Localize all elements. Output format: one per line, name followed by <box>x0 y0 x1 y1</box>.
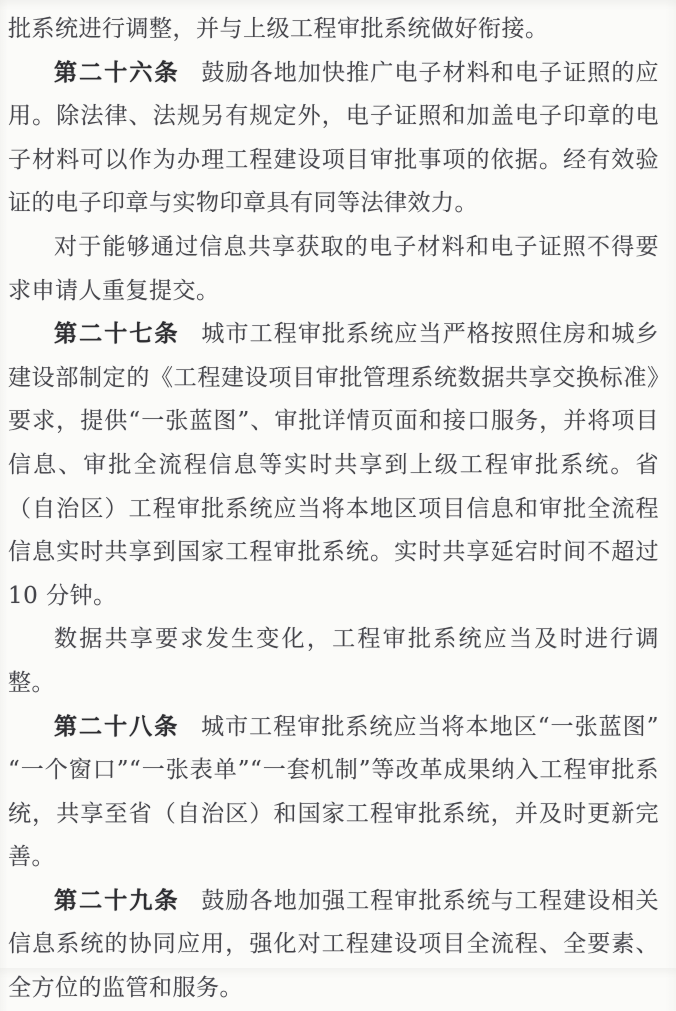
paragraph-article-29 <box>8 880 659 1011</box>
article-number: 第二十六条 <box>54 59 180 86</box>
paragraph-text: 鼓励各地加快推广电子材料和电子证照的应用。除法律、法规另有规定外，电子证照和加盖电子印章的电子材料可以作为办理工程建设项目审批事项的依据。经有效验证的电子印章与实物印章具有同等法律效力。 <box>8 59 660 217</box>
paragraph-article-28 <box>8 706 659 880</box>
paragraph-text: 对于能够通过信息共享获取的电子材料和电子证照不得要求申请人重复提交。 <box>8 233 659 304</box>
paragraph-text: 城市工程审批系统应当严格按照住房和城乡建设部制定的《工程建设项目审批管理系统数据共享交换标准》要求，提供“一张蓝图”、审批详情页面和接口服务，并将项目信息、审批全流程信息等实时共享到上级工程审批系统。省（自治区）工程审批系统应当将本地区项目信息和审批全流程信息实时共享到国家工程审批系统。实时共享延宕时间不超过 10 分钟。 <box>8 321 660 609</box>
article-number: 第二十八条 <box>54 713 180 740</box>
paragraph-text: 批系统进行调整，并与上级工程审批系统做好衔接。 <box>8 16 549 42</box>
paragraph-continuation <box>8 8 659 52</box>
article-number: 第二十九条 <box>54 887 180 914</box>
paragraph-body <box>8 226 659 313</box>
paragraph-body <box>8 618 659 705</box>
paragraph-text: 城市工程审批系统应当将本地区“一张蓝图”“一个窗口”“一张表单”“一套机制”等改革成果纳入工程审批系统，共享至省（自治区）和国家工程审批系统，并及时更新完善。 <box>8 713 659 871</box>
paragraph-article-26 <box>8 52 659 226</box>
article-number: 第二十七条 <box>54 321 180 348</box>
paragraph-article-27 <box>8 313 659 618</box>
paragraph-text: 鼓励各地加强工程审批系统与工程建设相关信息系统的协同应用，强化对工程建设项目全流程、全要素、全方位的监管和服务。 <box>8 887 660 1002</box>
paragraph-text: 数据共享要求发生变化，工程审批系统应当及时进行调整。 <box>8 626 659 696</box>
